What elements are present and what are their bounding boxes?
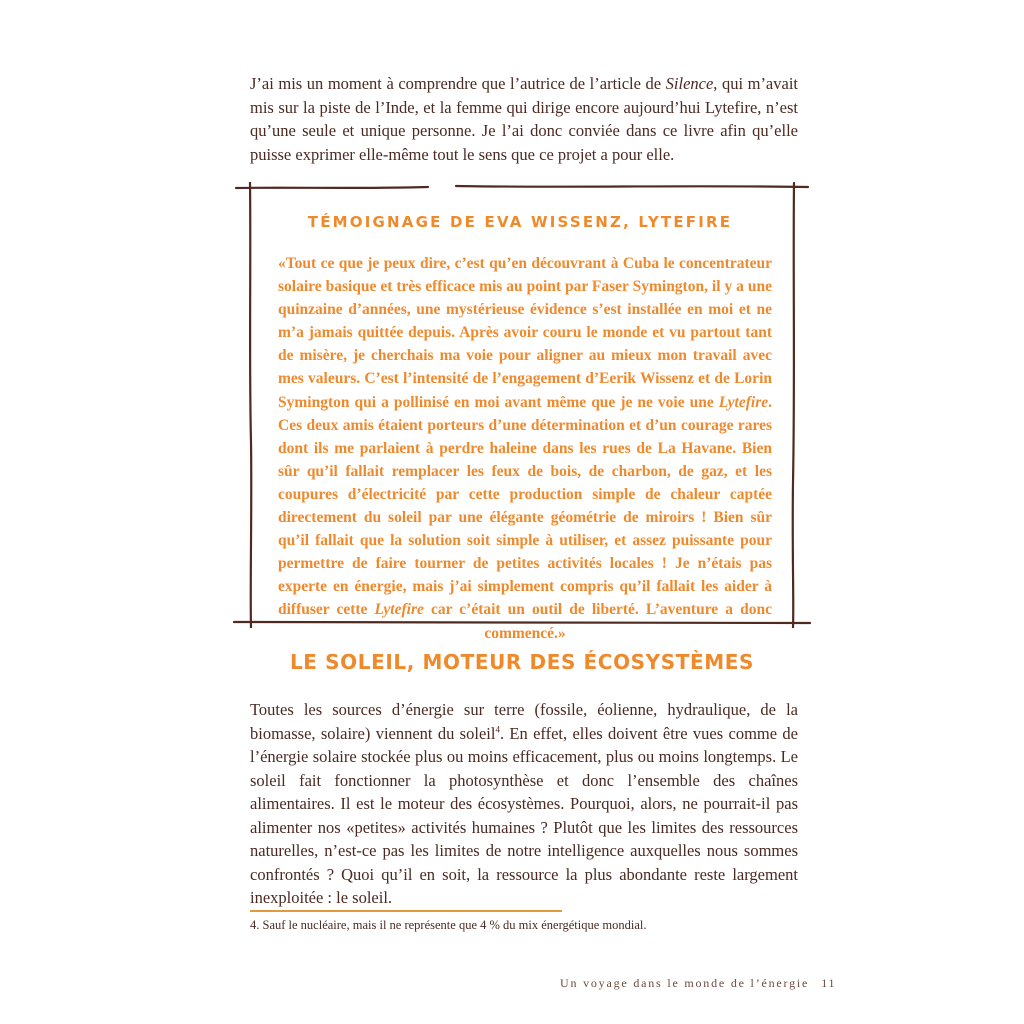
quote-text-2: . Ces deux amis étaient porteurs d’une détermination et d’un courage rares dont ils me parlaient à perdre haleine dans les rues de La Havane. Bien sûr qu’il fallait remplacer les feux de bois, de charbon, de gaz, et les coupures d’électricité par cette production simple de chaleur captée directement du soleil par une élégante géométrie de miroirs ! Bien sûr qu’il fallait que la solution soit simple à utiliser, et assez puissante pour permettre de faire tourner de petites activités locales ! Je n’étais pas experte en énergie, mais j’ai simplement compris qu’il fallait les aider à diffuser cette [278,393,772,619]
section-body-text-2: . En effet, elles doivent être vues comme de l’énergie solaire stockée plus ou moins efficacement, plus ou moins longtemps. Le soleil fait fonctionner la photosynthèse et donc l’ensemble des chaînes alimentaires. Il est le moteur des écosystèmes. Pourquoi, alors, ne pourrait-il pas alimenter nos «petites» activités humaines ? Plutôt que les limites des ressources naturelles, n’est-ce pas les limites de notre intelligence auxquelles nous sommes confrontés ? Quoi qu’il en soit, la ressource la plus abondante reste largement inexploitée : le soleil. [250,723,798,907]
testimony-title: TÉMOIGNAGE DE EVA WISSENZ, LYTEFIRE [307,213,733,231]
intro-paragraph [250,72,798,166]
footnote: 4. Sauf le nucléaire, mais il ne représente que 4 % du mix énergétique mondial. [250,918,647,932]
section-body-text-1: Toutes les sources d’énergie sur terre (fossile, éolienne, hydraulique, de la biomasse, solaire) viennent du soleil [250,700,798,743]
footnote-divider [250,910,562,912]
quote-italic-lytefire-1: Lytefire [718,393,769,411]
intro-italic-silence: Silence [665,74,714,93]
quote-text-3: car c’était un outil de liberté. L’aventure a donc commencé.» [423,601,772,642]
footnote-reference[interactable]: 4 [495,724,500,734]
section-body-paragraph [250,698,798,910]
intro-text-2: , qui m’avait mis sur la piste de l’Inde, et la femme qui dirige encore aujourd’hui Lytefire, n’est qu’une seule et unique personne. Je l’ai donc conviée dans ce livre afin qu’elle puisse exprimer elle-même tout le sens que ce projet a pour elle. [250,74,799,164]
page-number: 11 [821,976,837,990]
intro-text-1: J’ai mis un moment à comprendre que l’autrice de l’article de [250,74,666,93]
running-footer-title: Un voyage dans le monde de l’énergie [560,976,810,990]
running-footer [560,976,837,991]
section-heading: LE SOLEIL, MOTEUR DES ÉCOSYSTÈMES [289,650,755,674]
testimony-quote [278,252,772,645]
quote-italic-lytefire-2: Lytefire [374,601,424,619]
quote-text-1: «Tout ce que je peux dire, c’est qu’en découvrant à Cuba le concentrateur solaire basique et très efficace mis au point par Faser Symington, il y a une quinzaine d’années, une mystérieuse évidence s’est installée en moi et ne m’a jamais quittée depuis. Après avoir couru le monde et vu partout tant de misère, je cherchais ma voie pour aligner au mieux mon travail avec mes valeurs. C’est l’intensité de l’engagement d’Eerik Wissenz et de Lorin Symington qui a pollinisé en moi avant même que je ne voie une [278,255,772,411]
